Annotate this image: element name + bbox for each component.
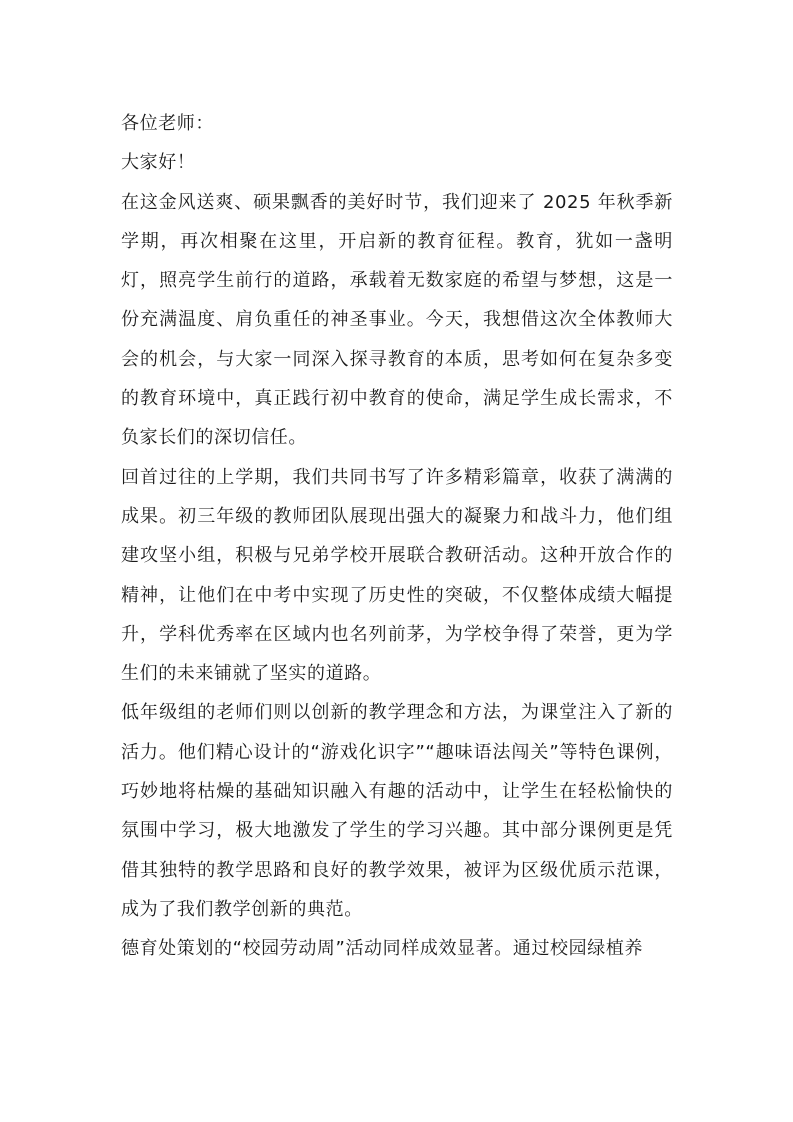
paragraph-lower-grade: 低年级组的老师们则以创新的教学理念和方法，为课堂注入了新的活力。他们精心设计的“游戏化识字”“趣味语法闯关”等特色课例，巧妙地将枯燥的基础知识融入有趣的活动中，让学生在轻松愉快的氛围中学习，极大地激发了学生的学习兴趣。其中部分课例更是凭借其独特的教学思路和良好的教学效果，被评为区级优质示范课，成为了我们教学创新的典范。 (121, 702, 673, 920)
document-page (121, 104, 673, 969)
salutation: 各位老师： (121, 113, 214, 134)
greeting: 大家好！ (121, 152, 196, 174)
paragraph-moral-education: 德育处策划的“校园劳动周”活动同样成效显著。通过校园绿植养 (121, 938, 644, 960)
paragraph-review: 回首过往的上学期，我们共同书写了许多精彩篇章，收获了满满的成果。初三年级的教师团队展现出强大的凝聚力和战斗力，他们组建攻坚小组，积极与兄弟学校开展联合教研活动。这种开放合作的精神，让他们在中考中实现了历史性的突破，不仅整体成绩大幅提升，学科优秀率在区域内也名列前茅，为学校争得了荣誉，更为学生们的未来铺就了坚实的道路。 (121, 466, 673, 685)
paragraph-opening: 在这金风送爽、硕果飘香的美好时节，我们迎来了 2025 年秋季新学期，再次相聚在这里，开启新的教育征程。教育，犹如一盏明灯，照亮学生前行的道路，承载着无数家庭的希望与梦想，这是一份充满温度、肩负重任的神圣事业。今天，我想借这次全体教师大会的机会，与大家一同深入探寻教育的本质，思考如何在复杂多变的教育环境中，真正践行初中教育的使命，满足学生成长需求，不负家长们的深切信任。 (121, 191, 673, 449)
